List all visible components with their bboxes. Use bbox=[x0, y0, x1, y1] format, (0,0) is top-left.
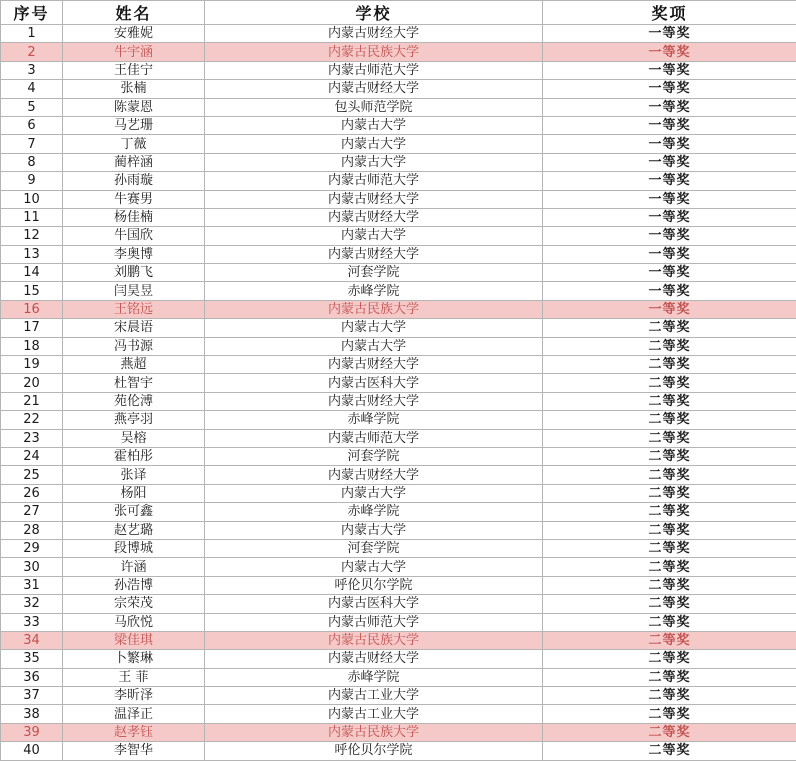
table-row bbox=[1, 245, 796, 263]
cell-award: 二等奖 bbox=[543, 503, 796, 521]
table-row bbox=[1, 319, 796, 337]
cell-name: 杨阳 bbox=[63, 484, 205, 502]
cell-school: 赤峰学院 bbox=[205, 411, 543, 429]
cell-award: 二等奖 bbox=[543, 631, 796, 649]
cell-no: 23 bbox=[1, 429, 63, 447]
cell-award: 一等奖 bbox=[543, 227, 796, 245]
cell-no: 19 bbox=[1, 356, 63, 374]
cell-no: 16 bbox=[1, 300, 63, 318]
cell-name: 马欣悦 bbox=[63, 613, 205, 631]
cell-name: 赵孝钰 bbox=[63, 723, 205, 741]
cell-award: 一等奖 bbox=[543, 172, 796, 190]
cell-award: 二等奖 bbox=[543, 650, 796, 668]
table-row bbox=[1, 705, 796, 723]
cell-name: 闫昊昱 bbox=[63, 282, 205, 300]
cell-school: 内蒙古财经大学 bbox=[205, 392, 543, 410]
cell-school: 内蒙古财经大学 bbox=[205, 208, 543, 226]
table-row bbox=[1, 300, 796, 318]
cell-no: 27 bbox=[1, 503, 63, 521]
cell-name: 王 菲 bbox=[63, 668, 205, 686]
cell-name: 蔺梓涵 bbox=[63, 153, 205, 171]
cell-name: 霍柏彤 bbox=[63, 447, 205, 465]
cell-name: 杜智宇 bbox=[63, 374, 205, 392]
cell-name: 马艺珊 bbox=[63, 116, 205, 134]
cell-award: 二等奖 bbox=[543, 723, 796, 741]
cell-award: 一等奖 bbox=[543, 135, 796, 153]
cell-award: 二等奖 bbox=[543, 392, 796, 410]
table-row bbox=[1, 80, 796, 98]
cell-name: 梁佳琪 bbox=[63, 631, 205, 649]
cell-no: 1 bbox=[1, 25, 63, 43]
table-row bbox=[1, 484, 796, 502]
cell-no: 36 bbox=[1, 668, 63, 686]
cell-award: 二等奖 bbox=[543, 447, 796, 465]
table-row bbox=[1, 595, 796, 613]
cell-no: 3 bbox=[1, 61, 63, 79]
table-row bbox=[1, 558, 796, 576]
cell-no: 31 bbox=[1, 576, 63, 594]
cell-school: 内蒙古财经大学 bbox=[205, 466, 543, 484]
cell-school: 内蒙古大学 bbox=[205, 227, 543, 245]
cell-award: 一等奖 bbox=[543, 116, 796, 134]
cell-school: 内蒙古大学 bbox=[205, 135, 543, 153]
table-row bbox=[1, 282, 796, 300]
cell-school: 内蒙古师范大学 bbox=[205, 172, 543, 190]
cell-no: 28 bbox=[1, 521, 63, 539]
cell-name: 宋晨语 bbox=[63, 319, 205, 337]
cell-award: 二等奖 bbox=[543, 319, 796, 337]
table-row bbox=[1, 429, 796, 447]
table-row bbox=[1, 208, 796, 226]
table-row bbox=[1, 227, 796, 245]
cell-award: 一等奖 bbox=[543, 25, 796, 43]
header-name: 姓名 bbox=[63, 1, 205, 25]
cell-no: 13 bbox=[1, 245, 63, 263]
cell-name: 燕亭羽 bbox=[63, 411, 205, 429]
table-row bbox=[1, 190, 796, 208]
cell-school: 内蒙古医科大学 bbox=[205, 374, 543, 392]
cell-award: 二等奖 bbox=[543, 687, 796, 705]
cell-no: 10 bbox=[1, 190, 63, 208]
table-row bbox=[1, 613, 796, 631]
cell-school: 内蒙古民族大学 bbox=[205, 631, 543, 649]
cell-award: 一等奖 bbox=[543, 264, 796, 282]
cell-school: 内蒙古财经大学 bbox=[205, 245, 543, 263]
cell-school: 呼伦贝尔学院 bbox=[205, 576, 543, 594]
cell-school: 内蒙古工业大学 bbox=[205, 705, 543, 723]
table-row bbox=[1, 392, 796, 410]
cell-no: 11 bbox=[1, 208, 63, 226]
cell-school: 赤峰学院 bbox=[205, 503, 543, 521]
cell-school: 内蒙古工业大学 bbox=[205, 687, 543, 705]
header-award: 奖项 bbox=[543, 1, 796, 25]
cell-school: 赤峰学院 bbox=[205, 668, 543, 686]
cell-award: 二等奖 bbox=[543, 576, 796, 594]
cell-no: 26 bbox=[1, 484, 63, 502]
cell-award: 一等奖 bbox=[543, 43, 796, 61]
cell-school: 内蒙古师范大学 bbox=[205, 613, 543, 631]
cell-name: 王铭远 bbox=[63, 300, 205, 318]
cell-no: 8 bbox=[1, 153, 63, 171]
cell-award: 一等奖 bbox=[543, 208, 796, 226]
table-row bbox=[1, 98, 796, 116]
header-row bbox=[1, 1, 796, 25]
cell-name: 刘鹏飞 bbox=[63, 264, 205, 282]
cell-name: 李奥博 bbox=[63, 245, 205, 263]
cell-name: 张可鑫 bbox=[63, 503, 205, 521]
cell-school: 内蒙古大学 bbox=[205, 484, 543, 502]
table-row bbox=[1, 742, 796, 760]
cell-award: 一等奖 bbox=[543, 98, 796, 116]
cell-no: 20 bbox=[1, 374, 63, 392]
cell-name: 王佳宁 bbox=[63, 61, 205, 79]
cell-award: 二等奖 bbox=[543, 521, 796, 539]
cell-no: 17 bbox=[1, 319, 63, 337]
table-row bbox=[1, 61, 796, 79]
cell-award: 二等奖 bbox=[543, 374, 796, 392]
cell-no: 9 bbox=[1, 172, 63, 190]
cell-no: 24 bbox=[1, 447, 63, 465]
cell-no: 35 bbox=[1, 650, 63, 668]
cell-school: 内蒙古财经大学 bbox=[205, 80, 543, 98]
header-school: 学校 bbox=[205, 1, 543, 25]
table-row bbox=[1, 411, 796, 429]
cell-name: 燕超 bbox=[63, 356, 205, 374]
cell-no: 37 bbox=[1, 687, 63, 705]
cell-award: 一等奖 bbox=[543, 282, 796, 300]
cell-award: 二等奖 bbox=[543, 558, 796, 576]
cell-name: 安雅妮 bbox=[63, 25, 205, 43]
cell-no: 22 bbox=[1, 411, 63, 429]
cell-school: 内蒙古医科大学 bbox=[205, 595, 543, 613]
table-row bbox=[1, 356, 796, 374]
cell-name: 卜繁琳 bbox=[63, 650, 205, 668]
cell-award: 二等奖 bbox=[543, 429, 796, 447]
cell-award: 一等奖 bbox=[543, 80, 796, 98]
table-row bbox=[1, 135, 796, 153]
cell-school: 河套学院 bbox=[205, 264, 543, 282]
cell-school: 内蒙古师范大学 bbox=[205, 429, 543, 447]
table-row bbox=[1, 650, 796, 668]
cell-no: 6 bbox=[1, 116, 63, 134]
cell-award: 二等奖 bbox=[543, 484, 796, 502]
cell-no: 12 bbox=[1, 227, 63, 245]
table-row bbox=[1, 631, 796, 649]
cell-no: 18 bbox=[1, 337, 63, 355]
cell-school: 内蒙古财经大学 bbox=[205, 356, 543, 374]
table-row bbox=[1, 264, 796, 282]
cell-name: 张译 bbox=[63, 466, 205, 484]
cell-name: 李智华 bbox=[63, 742, 205, 760]
cell-school: 赤峰学院 bbox=[205, 282, 543, 300]
cell-school: 内蒙古财经大学 bbox=[205, 25, 543, 43]
cell-name: 孙浩博 bbox=[63, 576, 205, 594]
cell-award: 二等奖 bbox=[543, 411, 796, 429]
cell-no: 40 bbox=[1, 742, 63, 760]
table-row bbox=[1, 43, 796, 61]
cell-name: 孙雨璇 bbox=[63, 172, 205, 190]
cell-no: 4 bbox=[1, 80, 63, 98]
cell-name: 杨佳楠 bbox=[63, 208, 205, 226]
table-row bbox=[1, 116, 796, 134]
table-row bbox=[1, 668, 796, 686]
table-row bbox=[1, 337, 796, 355]
table-row bbox=[1, 521, 796, 539]
table-row bbox=[1, 25, 796, 43]
cell-award: 二等奖 bbox=[543, 742, 796, 760]
cell-award: 二等奖 bbox=[543, 466, 796, 484]
cell-school: 内蒙古财经大学 bbox=[205, 190, 543, 208]
cell-name: 牛宇涵 bbox=[63, 43, 205, 61]
cell-school: 内蒙古师范大学 bbox=[205, 61, 543, 79]
cell-school: 内蒙古大学 bbox=[205, 153, 543, 171]
cell-award: 二等奖 bbox=[543, 539, 796, 557]
cell-award: 一等奖 bbox=[543, 300, 796, 318]
table-row bbox=[1, 172, 796, 190]
cell-name: 牛国欣 bbox=[63, 227, 205, 245]
cell-school: 河套学院 bbox=[205, 539, 543, 557]
cell-no: 2 bbox=[1, 43, 63, 61]
cell-no: 5 bbox=[1, 98, 63, 116]
cell-school: 呼伦贝尔学院 bbox=[205, 742, 543, 760]
cell-school: 内蒙古大学 bbox=[205, 319, 543, 337]
cell-name: 赵艺璐 bbox=[63, 521, 205, 539]
cell-school: 内蒙古大学 bbox=[205, 558, 543, 576]
cell-name: 丁薇 bbox=[63, 135, 205, 153]
cell-no: 21 bbox=[1, 392, 63, 410]
table-row bbox=[1, 374, 796, 392]
cell-award: 二等奖 bbox=[543, 668, 796, 686]
cell-no: 7 bbox=[1, 135, 63, 153]
cell-school: 包头师范学院 bbox=[205, 98, 543, 116]
table-row bbox=[1, 539, 796, 557]
cell-award: 二等奖 bbox=[543, 337, 796, 355]
cell-no: 38 bbox=[1, 705, 63, 723]
cell-name: 李昕泽 bbox=[63, 687, 205, 705]
cell-school: 内蒙古大学 bbox=[205, 116, 543, 134]
table-body bbox=[1, 25, 796, 761]
cell-no: 29 bbox=[1, 539, 63, 557]
table-row bbox=[1, 447, 796, 465]
table-row bbox=[1, 153, 796, 171]
cell-no: 15 bbox=[1, 282, 63, 300]
cell-name: 牛赛男 bbox=[63, 190, 205, 208]
table-row bbox=[1, 503, 796, 521]
cell-award: 二等奖 bbox=[543, 595, 796, 613]
cell-no: 14 bbox=[1, 264, 63, 282]
cell-school: 内蒙古民族大学 bbox=[205, 723, 543, 741]
cell-school: 内蒙古大学 bbox=[205, 337, 543, 355]
header-no: 序号 bbox=[1, 1, 63, 25]
cell-no: 33 bbox=[1, 613, 63, 631]
cell-school: 河套学院 bbox=[205, 447, 543, 465]
cell-no: 25 bbox=[1, 466, 63, 484]
cell-school: 内蒙古民族大学 bbox=[205, 43, 543, 61]
cell-name: 许涵 bbox=[63, 558, 205, 576]
cell-name: 宗荣茂 bbox=[63, 595, 205, 613]
table-row bbox=[1, 466, 796, 484]
cell-school: 内蒙古民族大学 bbox=[205, 300, 543, 318]
cell-name: 冯书源 bbox=[63, 337, 205, 355]
cell-award: 一等奖 bbox=[543, 190, 796, 208]
cell-award: 二等奖 bbox=[543, 705, 796, 723]
cell-award: 二等奖 bbox=[543, 356, 796, 374]
cell-name: 张楠 bbox=[63, 80, 205, 98]
cell-no: 32 bbox=[1, 595, 63, 613]
cell-no: 30 bbox=[1, 558, 63, 576]
cell-name: 陈蒙恩 bbox=[63, 98, 205, 116]
cell-award: 二等奖 bbox=[543, 613, 796, 631]
cell-name: 苑伦溥 bbox=[63, 392, 205, 410]
cell-award: 一等奖 bbox=[543, 153, 796, 171]
table-row bbox=[1, 723, 796, 741]
cell-no: 39 bbox=[1, 723, 63, 741]
cell-name: 温泽正 bbox=[63, 705, 205, 723]
table-row bbox=[1, 687, 796, 705]
cell-name: 段博城 bbox=[63, 539, 205, 557]
table-row bbox=[1, 576, 796, 594]
cell-name: 吴榕 bbox=[63, 429, 205, 447]
cell-no: 34 bbox=[1, 631, 63, 649]
cell-award: 一等奖 bbox=[543, 245, 796, 263]
cell-school: 内蒙古大学 bbox=[205, 521, 543, 539]
cell-award: 一等奖 bbox=[543, 61, 796, 79]
cell-school: 内蒙古财经大学 bbox=[205, 650, 543, 668]
